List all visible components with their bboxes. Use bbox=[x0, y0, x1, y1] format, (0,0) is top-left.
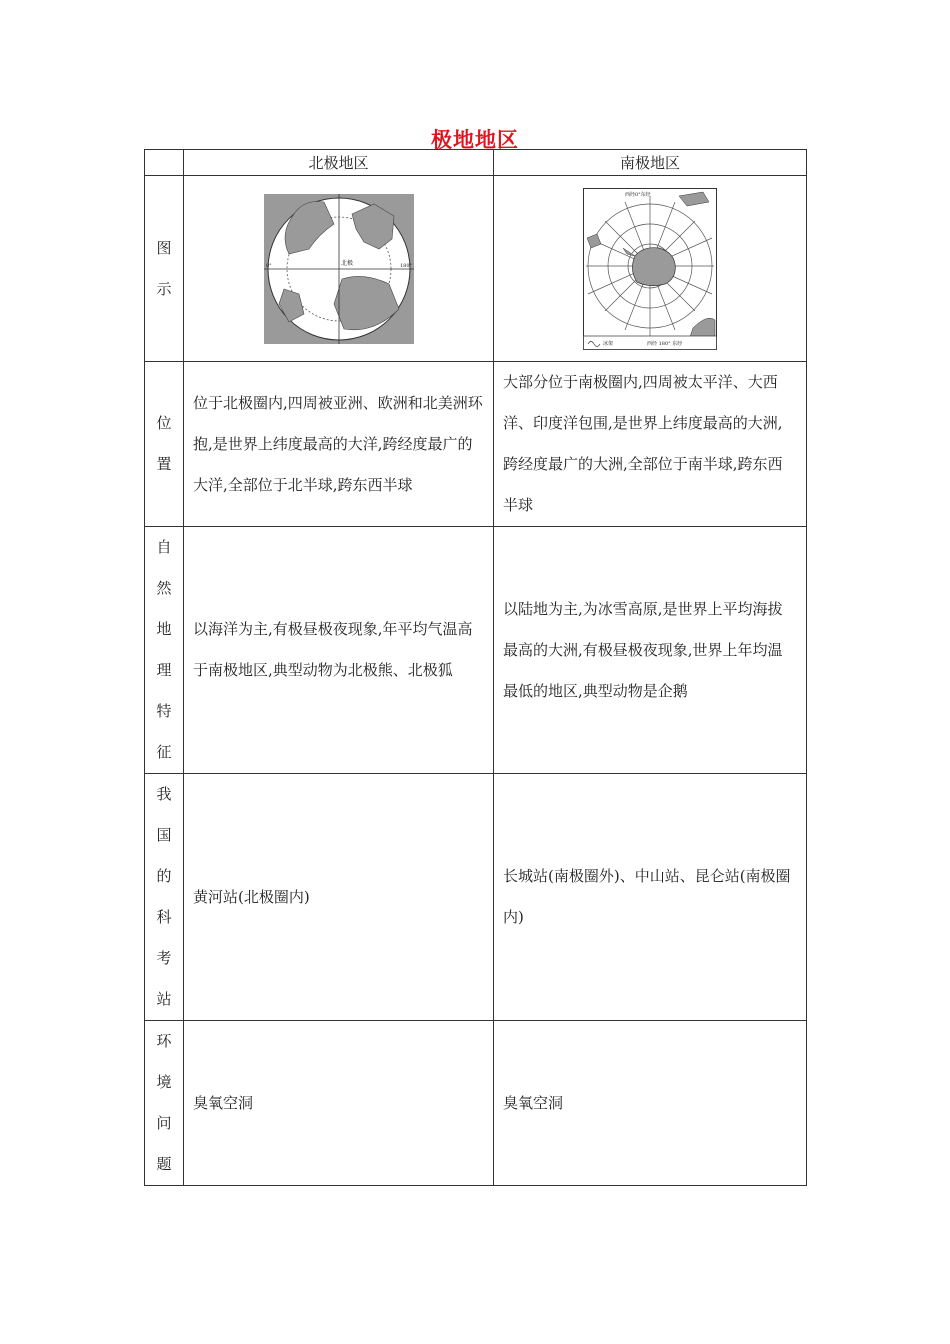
stations-row bbox=[145, 774, 807, 1021]
north-map-pole-label: 北极 bbox=[340, 259, 353, 267]
header-corner bbox=[145, 150, 184, 176]
row-label-map: 图 示 bbox=[145, 176, 184, 362]
south-stations-text: 长城站(南极圈外)、中山站、昆仑站(南极圈内) bbox=[494, 774, 807, 1021]
header-row bbox=[145, 150, 807, 176]
map-row bbox=[145, 176, 807, 362]
south-location-text: 大部分位于南极圈内,四周被太平洋、大西洋、印度洋包围,是世界上纬度最高的大洲,跨经度最广的大洲,全部位于南半球,跨东西半球 bbox=[494, 362, 807, 527]
south-map-cell bbox=[494, 176, 807, 362]
header-south: 南极地区 bbox=[494, 150, 807, 176]
nature-row bbox=[145, 527, 807, 774]
environment-row bbox=[145, 1021, 807, 1186]
antarctic-map bbox=[583, 188, 717, 350]
header-north: 北极地区 bbox=[184, 150, 494, 176]
row-label-environment: 环 境 问 题 bbox=[145, 1021, 184, 1186]
row-label-nature: 自 然 地 理 特 征 bbox=[145, 527, 184, 774]
north-environment-text: 臭氧空洞 bbox=[184, 1021, 494, 1186]
north-location-text: 位于北极圈内,四周被亚洲、欧洲和北美洲环抱,是世界上纬度最高的大洋,跨经度最广的大洋,全部位于北半球,跨东西半球 bbox=[184, 362, 494, 527]
north-map-cell bbox=[184, 176, 494, 362]
arctic-map bbox=[264, 194, 414, 344]
row-label-location: 位 置 bbox=[145, 362, 184, 527]
south-nature-text: 以陆地为主,为冰雪高原,是世界上平均海拔最高的大洲,有极昼极夜现象,世界上年均温最低的地区,典型动物是企鹅 bbox=[494, 527, 807, 774]
north-map-left-lon: 0° bbox=[265, 262, 272, 269]
location-row bbox=[145, 362, 807, 527]
south-environment-text: 臭氧空洞 bbox=[494, 1021, 807, 1186]
south-map-top-label: 西经0°东经 bbox=[625, 191, 651, 198]
polar-comparison-table bbox=[144, 149, 807, 1186]
north-stations-text: 黄河站(北极圈内) bbox=[184, 774, 494, 1021]
north-nature-text: 以海洋为主,有极昼极夜现象,年平均气温高于南极地区,典型动物为北极熊、北极狐 bbox=[184, 527, 494, 774]
south-map-bottom-label: 西经 180° 东经 bbox=[647, 340, 683, 347]
page-title: 极地地区 bbox=[431, 127, 519, 152]
south-map-legend: 冰架 bbox=[603, 340, 614, 347]
row-label-stations: 我 国 的 科 考 站 bbox=[145, 774, 184, 1021]
north-map-right-lon: 180° bbox=[399, 262, 412, 269]
